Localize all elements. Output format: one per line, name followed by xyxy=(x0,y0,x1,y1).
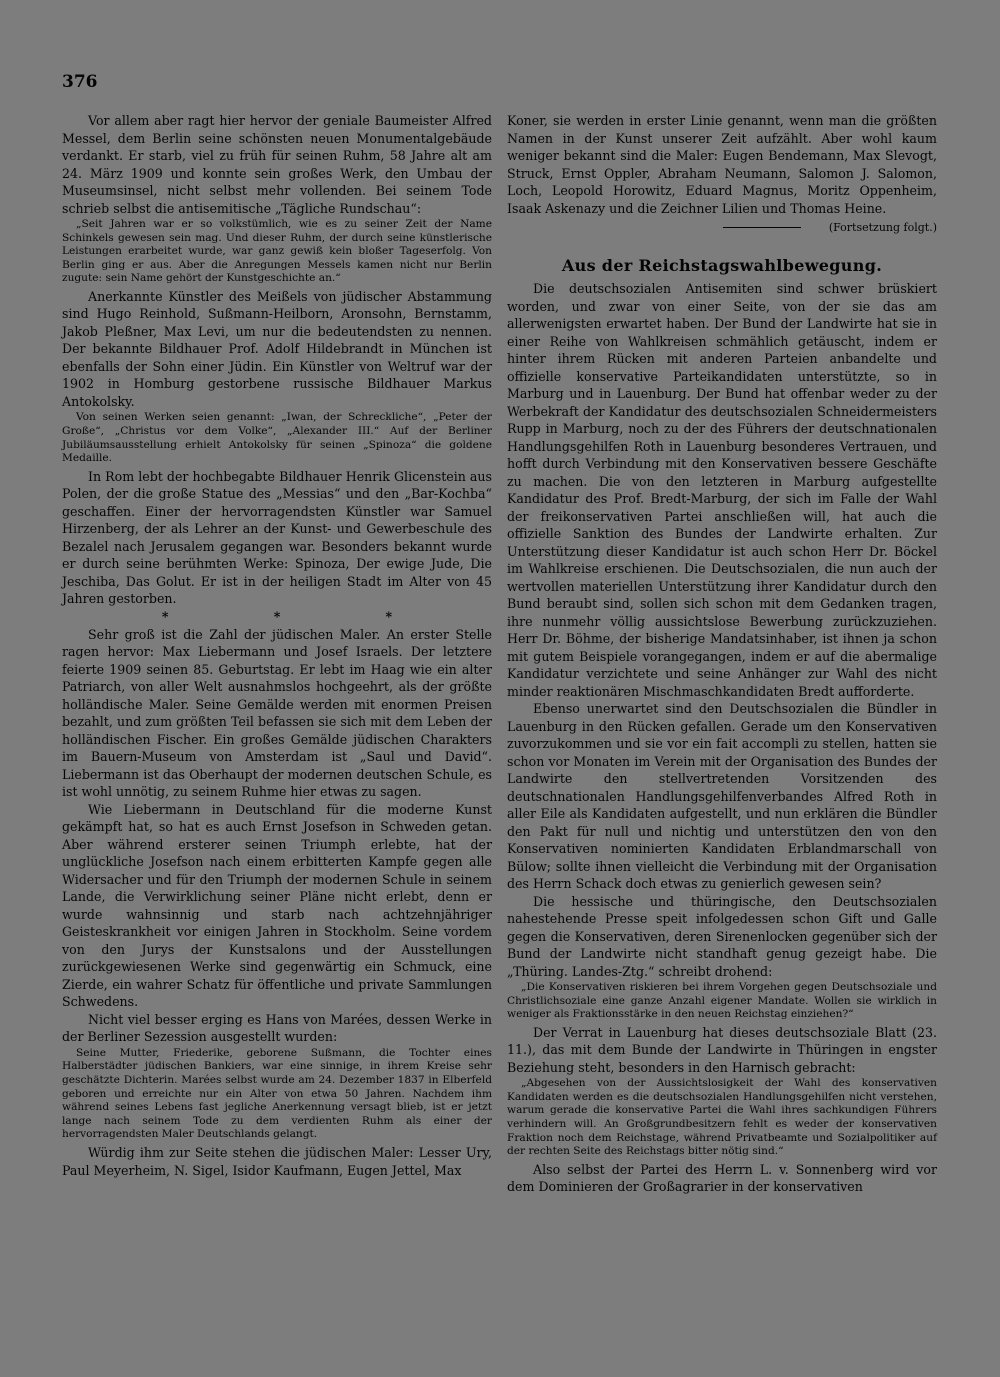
paragraph-messel: Vor allem aber ragt hier hervor der geniale Baumeister Alfred Messel, dem Berlin seine schönsten neuen Monumentalgebäude verdankt. Er starb, viel zu früh für seinen Ruhm, 58 Jahre alt am 24. März 1909 und konnte sein großes Werk, den Umbau der Museumsinsel, nicht selbst mehr vollenden. Bei seinem Tode schrieb selbst die antisemitische „Tägliche Rundschau“: xyxy=(62,113,492,216)
continuation-row xyxy=(507,219,937,237)
quote-marees xyxy=(62,1047,492,1142)
paragraph-press: Die hessische und thüringische, den Deutschsozialen nahestehende Presse speit infolgedessen schon Gift und Galle gegen die Konservativen, deren Sirenenlocken gegenüber sich der Bund der Landwirte nicht standhaft genug gezeigt habe. Die „Thüring. Landes-Ztg.“ schreibt drohend: xyxy=(507,893,937,979)
paragraph-glicenstein: In Rom lebt der hochbegabte Bildhauer Henrik Glicenstein aus Polen, der die große Statue des „Messias“ und den „Bar-Kochba“ geschaffen. Einer der hervorragendsten Künstler war Samuel Hirzenberg, der als Lehrer an der Kunst- und Gewerbeschule des Bezalel nach Jerusalem gegangen war. Besonders bekannt wurde er durch seine berühmten Werke: Spinoza, Der ewige Jude, Die Jeschiba, Das Golut. Er ist in der heiligen Stadt im Alter von 45 Jahren gestorben. xyxy=(62,468,492,607)
right-column xyxy=(507,112,937,1196)
quote-text: Seine Mutter, Friederike, geborene Sußmann, die Tochter eines Halberstädter jüdischen Bankiers, war eine sinnige, in ihrem Kreise sehr geschätzte Dichterin. Marées selbst wurde am 24. Dezember 1837 in Elberfeld geboren und erreichte nur ein Alter von etwa 50 Jahren. Nachdem ihm während seines Lebens fast jegliche Anerkennung versagt blieb, ist er jetzt lange nach seinem Tode zu dem verdienten Ruhm als einer der hervorragendsten Maler Deutschlands gelangt. xyxy=(62,1046,492,1141)
page-number: 376 xyxy=(62,72,98,92)
article-heading: Aus der Reichstagswahlbewegung. xyxy=(561,255,883,275)
paragraph-verrat: Der Verrat in Lauenburg hat dieses deutschsoziale Blatt (23. 11.), das mit dem Bunde der Landwirte in Thüringen in engster Beziehung steht, besonders in den Harnisch gebracht: xyxy=(507,1024,937,1075)
paragraph-painters-continued: Koner, sie werden in erster Linie genannt, wenn man die größten Namen in der Kunst unserer Zeit aufzählt. Aber wohl kaum weniger bekannt sind die Maler: Eugen Bendemann, Max Slevogt, Struck, Ernst Oppler, Abraham Neumann, Salomon J. Salomon, Loch, Leopold Horowitz, Eduard Magnus, Moritz Oppenheim, Isaak Askenazy und die Zeichner Lilien und Thomas Heine. xyxy=(507,113,937,216)
paragraph-painters: Sehr groß ist die Zahl der jüdischen Maler. An erster Stelle ragen hervor: Max Liebermann und Josef Israels. Der letztere feierte 1909 seinen 85. Geburtstag. Er lebt im Haag wie ein alter Patriarch, von aller Welt ausnahmslos hochgeehrt, als der größte holländische Maler. Seine Gemälde werden mit enormen Preisen bezahlt, und zum größten Teil befassen sie sich mit dem Leben der holländischen Fischer. Ein großes Gemälde jüdischen Charakters im Bauern-Museum von Amsterdam ist „Saul und David“. Liebermann ist das Oberhaupt der modernen deutschen Schule, es ist wohl unnötig, zu seinem Ruhme hier etwas zu sagen. xyxy=(62,626,492,800)
paragraph-painters-list: Würdig ihm zur Seite stehen die jüdischen Maler: Lesser Ury, Paul Meyerheim, N. Sigel, Isidor Kaufmann, Eugen Jettel, Max xyxy=(62,1145,492,1178)
quote-antokolsky xyxy=(62,411,492,465)
paragraph-josefson: Wie Liebermann in Deutschland für die moderne Kunst gekämpft hat, so hat es auch Ernst Josefson in Schweden getan. Aber während ersterer seinen Triumph erlebte, hat der unglückliche Josefson nach einem erbitterten Kampfe gegen alle Widersacher und für den Triumph der modernen Schule in seinem Lande, die Verwirklichung seiner Pläne nicht erlebt, denn er wurde wahnsinnig und starb nach achtzehnjähriger Geisteskrankheit vor einigen Jahren in Stockholm. Seine vordem von den Jurys der Kunstsalons und der Ausstellungen zurückgewiesenen Werke sind gegenwärtig ein Schmuck, eine Zierde, ein wahrer Schatz für öffentliche und private Sammlungen Schwedens. xyxy=(62,801,492,1010)
section-separator: * * * xyxy=(161,608,443,624)
quote-handlungsgehilfen xyxy=(507,1077,937,1159)
divider-rule xyxy=(723,227,801,228)
continued-note: (Fortsetzung folgt.) xyxy=(828,221,937,234)
quote-text: „Die Konservativen riskieren bei ihrem Vorgehen gegen Deutschsoziale und Christlichsoziale eine ganze Anzahl eigener Mandate. Wollen sie wirklich in weniger als Fraktionsstärke in den neuen Reichstag einziehen?“ xyxy=(507,981,937,1021)
paragraph-sonnenberg: Also selbst der Partei des Herrn L. v. Sonnenberg wird vor dem Dominieren der Großagrarier in der konservativen xyxy=(507,1161,937,1195)
quote-thuering-landes-ztg xyxy=(507,981,937,1022)
quote-taegliche-rundschau xyxy=(62,218,492,286)
paragraph-sculptors: Anerkannte Künstler des Meißels von jüdischer Abstammung sind Hugo Reinhold, Sußmann-Heilborn, Aronsohn, Bernstamm, Jakob Pleßner, Max Levi, um nur die bedeutendsten zu nennen. Der bekannte Bildhauer Prof. Adolf Hildebrandt in München ist ebenfalls der Sohn einer Jüdin. Ein Künstler von Weltruf war der 1902 in Homburg gestorbene russische Bildhauer Markus Antokolsky. xyxy=(62,288,492,409)
paragraph-antisemites: Die deutschsozialen Antisemiten sind schwer brüskiert worden, und zwar von einer Seite, von der sie das am allerwenigsten erwartet haben. Der Bund der Landwirte hat sie in einer Reihe von Wahlkreisen schmählich getäuscht, indem er hinter ihrem Rücken mit anderen Parteien anbandelte und offizielle konservative Parteikandidaten unterstützte, so in Marburg und in Lauenburg. Der Bund hat offenbar weder zu der Werbekraft der Kandidatur des deutschsozialen Schneidermeisters Rupp in Marburg, noch zu der des Führers der deutschnationalen Handlungsgehilfen Roth in Lauenburg besonderes Vertrauen, und hofft durch Verbindung mit den Konservativen bessere Geschäfte zu machen. Die von den letzteren in Marburg aufgestellte Kandidatur des Prof. Bredt-Marburg, der sich im Falle der Wahl der freikonservativen Partei anschließen will, hat auch die offizielle Sanktion des Bundes der Landwirte erhalten. Zur Unterstützung dieser Kandidatur ist auch schon Herr Dr. Böckel im Wahlkreise erschienen. Die Deutschsozialen, die nun auch der wertvollen materiellen Unterstützung ihrer Kandidatur durch den Bund beraubt sind, sollen sich schon mit dem Gedanken tragen, ihre nunmehr völlig aussichtslose Bewerbung zurückzuziehen. Herr Dr. Böhme, der bisherige Mandatsinhaber, ist ihnen ja schon mit gutem Beispiele vorangegangen, indem er auf die abermalige Kandidatur verzichtete und seine Anhänger zur Wahl des nicht minder reaktionären Mischmaschkandidaten Bredt aufforderte. xyxy=(507,281,937,699)
quote-text: Von seinen Werken seien genannt: „Iwan, der Schreckliche“, „Peter der Große“, „Christus vor dem Volke“, „Alexander III.“ Auf der Berliner Jubiläumsausstellung erhielt Antokolsky für seinen „Spinoza“ die goldene Medaille. xyxy=(62,411,492,465)
quote-text: „Abgesehen von der Aussichtslosigkeit der Wahl des konservativen Kandidaten werden es die deutschsozialen Handlungsgehilfen nicht verstehen, warum gerade die konservative Partei die Wahl ihres sachkundigen Führers verhindern will. An Großgrundbesitzern fehlt es weder der konservativen Fraktion noch dem Reichstage, während Privatbeamte und Sozialpolitiker auf der rechten Seite des Reichstags bitter nötig sind.“ xyxy=(507,1077,937,1158)
paragraph-lauenburg: Ebenso unerwartet sind den Deutschsozialen die Bündler in Lauenburg in den Rücken gefallen. Gerade um den Konservativen zuvorzukommen und sie vor ein fait accompli zu stellen, hatten sie schon vor Monaten im Verein mit der Organisation des Bundes der Landwirte den stellvertretenden Vorsitzenden des deutschnationalen Handlungsgehilfenverbandes Alfred Roth in aller Eile als Kandidaten aufgestellt, und nun erklären die Bündler den Pakt für null und nichtig und unterstützen den von den Konservativen nominierten Kandidaten Erblandmarschall von Bülow; sollte ihnen vielleicht die Verbindung mit der Organisation des Herrn Schack doch etwas zu genierlich gewesen sein? xyxy=(507,701,937,891)
left-column xyxy=(62,112,492,1179)
paragraph-marees: Nicht viel besser erging es Hans von Marées, dessen Werke in der Berliner Sezession ausgestellt wurden: xyxy=(62,1011,492,1045)
quote-text: „Seit Jahren war er so volkstümlich, wie es zu seiner Zeit der Name Schinkels gewesen sein mag. Und dieser Ruhm, der durch seine künstlerische Leistungen erarbeitet wurde, war ganz gewiß kein bloßer Tageserfolg. Von Berlin ging er aus. Aber die Anregungen Messels kamen nicht nur Berlin zugute: sein Name gehört der Kunstgeschichte an.“ xyxy=(62,218,492,285)
